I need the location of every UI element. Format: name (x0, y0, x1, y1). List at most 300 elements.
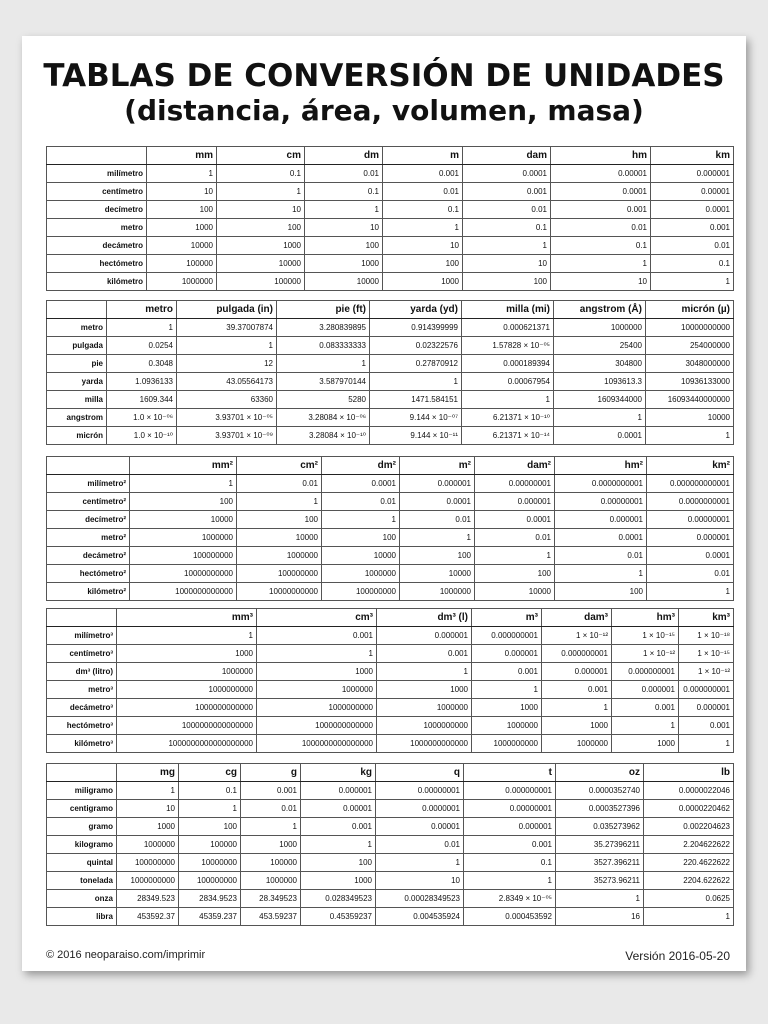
row-label: pie (47, 355, 107, 373)
column-header: dm (305, 147, 383, 165)
table-cell: 0.001 (651, 219, 734, 237)
table-cell: 1.0 × 10⁻¹⁰ (107, 427, 177, 445)
table-cell: 0.0625 (644, 890, 734, 908)
table-cell: 1 (117, 782, 179, 800)
table-cell: 100 (147, 201, 217, 219)
table-cell: 0.000000001 (464, 782, 556, 800)
table-cell: 0.01 (237, 475, 322, 493)
table-cell: 1000000 (377, 699, 472, 717)
column-header: dam³ (542, 609, 612, 627)
column-header: hm³ (612, 609, 679, 627)
table-cell: 1000000000 (117, 681, 257, 699)
table-cell: 1000000 (257, 681, 377, 699)
table-cell: 1 (277, 355, 370, 373)
column-header: km (651, 147, 734, 165)
table-row (47, 409, 734, 427)
column-header: mm (147, 147, 217, 165)
table-cell: 100000000 (237, 565, 322, 583)
table-cell: 0.00000001 (464, 800, 556, 818)
table-row (47, 165, 734, 183)
table-cell: 16 (556, 908, 644, 926)
column-header: mm² (130, 457, 237, 475)
row-label: angstrom (47, 409, 107, 427)
table-cell: 0.002204623 (644, 818, 734, 836)
row-label: decámetro³ (47, 699, 117, 717)
table-cell: 0.035273962 (556, 818, 644, 836)
table-cell: 0.00000001 (647, 511, 734, 529)
table-cell: 10000000000 (646, 319, 734, 337)
table-cell: 0.1 (651, 255, 734, 273)
table-cell: 1 × 10⁻¹² (542, 627, 612, 645)
table-cell: 0.0001 (555, 529, 647, 547)
column-header: m² (400, 457, 475, 475)
table-cell: 3.587970144 (277, 373, 370, 391)
table-cell: 1000 (241, 836, 301, 854)
table-cell: 0.00000001 (555, 493, 647, 511)
table-cell: 1 (551, 255, 651, 273)
table-cell: 1 (377, 663, 472, 681)
table-row (47, 627, 734, 645)
table-cell: 1000 (305, 255, 383, 273)
table-cell: 0.001 (257, 627, 377, 645)
table-row (47, 717, 734, 735)
table-cell: 9.144 × 10⁻¹¹ (370, 427, 462, 445)
table-cell: 5280 (277, 391, 370, 409)
table-cell: 0.001 (542, 681, 612, 699)
row-label: miligramo (47, 782, 117, 800)
column-header: cg (179, 764, 241, 782)
table-cell: 0.028349523 (301, 890, 376, 908)
table-cell: 1 × 10⁻¹⁵ (612, 627, 679, 645)
table-cell: 0.000001 (612, 681, 679, 699)
table-cell: 1000 (147, 219, 217, 237)
table-cell: 0.0001 (400, 493, 475, 511)
table-cell: 0.00001 (301, 800, 376, 818)
table-row (47, 699, 734, 717)
table-cell: 1000000 (237, 547, 322, 565)
table-cell: 35273.96211 (556, 872, 644, 890)
table-cell: 1000000000 (472, 735, 542, 753)
table-cell: 0.0000352740 (556, 782, 644, 800)
table-cell: 0.27870912 (370, 355, 462, 373)
table-cell: 3.280839895 (277, 319, 370, 337)
column-header: km² (647, 457, 734, 475)
table-cell: 0.1 (551, 237, 651, 255)
table-cell: 1.0 × 10⁻⁰⁶ (107, 409, 177, 427)
column-header: q (376, 764, 464, 782)
table-cell: 0.0254 (107, 337, 177, 355)
table-cell: 220.4622622 (644, 854, 734, 872)
table-cell: 3.93701 × 10⁻⁰⁹ (177, 427, 277, 445)
column-header: hm² (555, 457, 647, 475)
table-cell: 0.01 (305, 165, 383, 183)
table-cell: 1 (237, 493, 322, 511)
table-cell: 0.001 (679, 717, 734, 735)
table-cell: 1000 (117, 818, 179, 836)
table-cell: 0.00000001 (376, 782, 464, 800)
table-cell: 100000000 (322, 583, 400, 601)
table-cell: 100 (400, 547, 475, 565)
table-cell: 0.00001 (551, 165, 651, 183)
column-header: g (241, 764, 301, 782)
table-cell: 1 (555, 565, 647, 583)
table-cell: 39.37007874 (177, 319, 277, 337)
table-row (47, 427, 734, 445)
table-cell: 0.0001 (551, 183, 651, 201)
table-row (47, 273, 734, 291)
corner-header (47, 301, 107, 319)
row-label: milímetro² (47, 475, 130, 493)
table-cell: 10000 (305, 273, 383, 291)
table-cell: 1000000000000 (377, 735, 472, 753)
table-cell: 100000000 (179, 872, 241, 890)
table-cell: 0.1 (305, 183, 383, 201)
table-cell: 1000000000000 (130, 583, 237, 601)
row-label: decámetro² (47, 547, 130, 565)
table-cell: 1000000 (322, 565, 400, 583)
table-cell: 1 (400, 529, 475, 547)
table-cell: 0.914399999 (370, 319, 462, 337)
table-cell: 0.000000001 (679, 681, 734, 699)
table-cell: 10000000000 (237, 583, 322, 601)
table-cell: 1.57828 × 10⁻⁰⁵ (462, 337, 554, 355)
table-cell: 1 × 10⁻¹⁵ (679, 645, 734, 663)
column-header: cm³ (257, 609, 377, 627)
table-row (47, 493, 734, 511)
table-cell: 100000 (147, 255, 217, 273)
table-cell: 1.0936133 (107, 373, 177, 391)
table-cell: 3.28084 × 10⁻⁰⁶ (277, 409, 370, 427)
table-row (47, 645, 734, 663)
table-cell: 0.01 (551, 219, 651, 237)
table-cell: 10000 (130, 511, 237, 529)
table-cell: 1000000000000000 (257, 735, 377, 753)
table-cell: 0.01 (475, 529, 555, 547)
table-cell: 0.01 (647, 565, 734, 583)
table-cell: 100 (322, 529, 400, 547)
table-cell: 1 (376, 854, 464, 872)
table-cell: 10 (376, 872, 464, 890)
table-cell: 10 (117, 800, 179, 818)
version-text: Versión 2016-05-20 (625, 949, 730, 963)
row-label: metro² (47, 529, 130, 547)
table-cell: 1000000000000 (257, 717, 377, 735)
column-header: dm³ (l) (377, 609, 472, 627)
table-cell: 1000000 (542, 735, 612, 753)
table-cell: 1 × 10⁻¹² (679, 663, 734, 681)
corner-header (47, 609, 117, 627)
table-row (47, 908, 734, 926)
table-cell: 1000 (301, 872, 376, 890)
table-cell: 0.000001 (647, 529, 734, 547)
table-cell: 1000000 (147, 273, 217, 291)
table-cell: 100 (383, 255, 463, 273)
table-cell: 1 (241, 818, 301, 836)
table-cell: 43.05564173 (177, 373, 277, 391)
column-header: yarda (yd) (370, 301, 462, 319)
table-header-row (47, 301, 734, 319)
table-cell: 0.00001 (376, 818, 464, 836)
table-cell: 2.8349 × 10⁻⁰⁵ (464, 890, 556, 908)
table-cell: 0.0003527396 (556, 800, 644, 818)
table-cell: 10000 (322, 547, 400, 565)
table-cell: 0.000000001 (612, 663, 679, 681)
table-cell: 0.0000000001 (555, 475, 647, 493)
table-cell: 1 (475, 547, 555, 565)
column-header: metro (107, 301, 177, 319)
row-label: hectómetro² (47, 565, 130, 583)
row-label: hectómetro (47, 255, 147, 273)
row-label: yarda (47, 373, 107, 391)
column-header: angstrom (Å) (554, 301, 646, 319)
table-cell: 0.01 (376, 836, 464, 854)
table-row (47, 511, 734, 529)
table-cell: 0.00028349523 (376, 890, 464, 908)
table-cell: 10 (383, 237, 463, 255)
table-cell: 1 (322, 511, 400, 529)
table-cell: 0.000000001 (472, 627, 542, 645)
row-label: tonelada (47, 872, 117, 890)
table-cell: 0.1 (464, 854, 556, 872)
corner-header (47, 457, 130, 475)
table-cell: 3527.396211 (556, 854, 644, 872)
table-cell: 0.00000001 (475, 475, 555, 493)
column-header: oz (556, 764, 644, 782)
row-label: metro (47, 219, 147, 237)
column-header: hm (551, 147, 651, 165)
table-cell: 100 (475, 565, 555, 583)
table-cell: 1000000000 (377, 717, 472, 735)
table-cell: 0.01 (400, 511, 475, 529)
table-cell: 0.001 (551, 201, 651, 219)
row-label: decámetro (47, 237, 147, 255)
table-cell: 10000 (147, 237, 217, 255)
table-cell: 0.000621371 (462, 319, 554, 337)
table-cell: 1000000000000000 (117, 717, 257, 735)
table-row (47, 782, 734, 800)
table-row (47, 663, 734, 681)
table-cell: 1 (463, 237, 551, 255)
table-cell: 0.01 (651, 237, 734, 255)
row-label: kilogramo (47, 836, 117, 854)
row-label: metro (47, 319, 107, 337)
table-cell: 100000000 (117, 854, 179, 872)
table-row (47, 319, 734, 337)
table-cell: 1000000 (130, 529, 237, 547)
table-row (47, 219, 734, 237)
table-cell: 6.21371 × 10⁻¹⁴ (462, 427, 554, 445)
column-header: milla (mi) (462, 301, 554, 319)
table-cell: 10 (217, 201, 305, 219)
table-cell: 0.0000001 (376, 800, 464, 818)
row-label: milla (47, 391, 107, 409)
row-label: centímetro² (47, 493, 130, 511)
table-cell: 1 (556, 890, 644, 908)
page-title: TABLAS DE CONVERSIÓN DE UNIDADES (43, 58, 725, 94)
table-cell: 100000000 (130, 547, 237, 565)
row-label: micrón (47, 427, 107, 445)
table-cell: 0.000001 (472, 645, 542, 663)
table-cell: 0.000453592 (464, 908, 556, 926)
table-row (47, 201, 734, 219)
table-cell: 0.00067954 (462, 373, 554, 391)
table-cell: 1000000000000000000 (117, 735, 257, 753)
table-cell: 0.000000001 (542, 645, 612, 663)
table-cell: 1 (679, 735, 734, 753)
table-cell: 35.27396211 (556, 836, 644, 854)
table-cell: 0.02322576 (370, 337, 462, 355)
table-cell: 1609344000 (554, 391, 646, 409)
table-cell: 0.001 (241, 782, 301, 800)
table-cell: 1 (464, 872, 556, 890)
table-row (47, 583, 734, 601)
table-row (47, 890, 734, 908)
table-cell: 100000 (179, 836, 241, 854)
table-cell: 0.000001 (377, 627, 472, 645)
table-cell: 0.0001 (651, 201, 734, 219)
row-label: hectómetro³ (47, 717, 117, 735)
table-cell: 10 (551, 273, 651, 291)
table-cell: 0.000001 (679, 699, 734, 717)
row-label: metro³ (47, 681, 117, 699)
table-cell: 1 (217, 183, 305, 201)
table-cell: 45359.237 (179, 908, 241, 926)
table-cell: 10 (147, 183, 217, 201)
table-cell: 0.00001 (651, 183, 734, 201)
table-row (47, 836, 734, 854)
row-label: quintal (47, 854, 117, 872)
table-row (47, 183, 734, 201)
table-cell: 0.083333333 (277, 337, 370, 355)
table-cell: 10000 (475, 583, 555, 601)
row-label: kilómetro² (47, 583, 130, 601)
table-cell: 0.1 (463, 219, 551, 237)
table-cell: 100 (305, 237, 383, 255)
table-cell: 9.144 × 10⁻⁰⁷ (370, 409, 462, 427)
table-cell: 100 (463, 273, 551, 291)
table-cell: 1 × 10⁻¹² (612, 645, 679, 663)
table-cell: 10000000000 (130, 565, 237, 583)
table-cell: 1000000000 (257, 699, 377, 717)
area-table (46, 456, 734, 601)
table-cell: 16093440000000 (646, 391, 734, 409)
table-cell: 1 (305, 201, 383, 219)
table-row (47, 529, 734, 547)
table-cell: 10000 (237, 529, 322, 547)
table-row (47, 818, 734, 836)
row-label: dm³ (litro) (47, 663, 117, 681)
table-cell: 1000 (542, 717, 612, 735)
table-cell: 453.59237 (241, 908, 301, 926)
table-cell: 2204.622622 (644, 872, 734, 890)
table-cell: 2.204622622 (644, 836, 734, 854)
table-cell: 0.000001 (542, 663, 612, 681)
column-header: mg (117, 764, 179, 782)
table-cell: 63360 (177, 391, 277, 409)
table-cell: 0.000001 (555, 511, 647, 529)
column-header: pulgada (in) (177, 301, 277, 319)
table-cell: 1 (257, 645, 377, 663)
table-cell: 304800 (554, 355, 646, 373)
table-row (47, 355, 734, 373)
table-cell: 1000000 (554, 319, 646, 337)
table-row (47, 475, 734, 493)
table-cell: 453592.37 (117, 908, 179, 926)
table-cell: 0.000001 (301, 782, 376, 800)
table-cell: 28.349523 (241, 890, 301, 908)
table-cell: 1000 (383, 273, 463, 291)
row-label: centímetro³ (47, 645, 117, 663)
table-cell: 10 (463, 255, 551, 273)
table-cell: 0.0001 (475, 511, 555, 529)
row-label: libra (47, 908, 117, 926)
table-cell: 3048000000 (646, 355, 734, 373)
table-cell: 0.001 (301, 818, 376, 836)
row-label: decímetro (47, 201, 147, 219)
column-header: km³ (679, 609, 734, 627)
table-cell: 0.0001 (647, 547, 734, 565)
table-cell: 0.000001 (464, 818, 556, 836)
table-cell: 1 (647, 583, 734, 601)
table-cell: 1000 (217, 237, 305, 255)
table-cell: 0.01 (383, 183, 463, 201)
row-label: milímetro³ (47, 627, 117, 645)
table-cell: 10936133000 (646, 373, 734, 391)
table-cell: 1000000 (117, 836, 179, 854)
table-cell: 0.001 (383, 165, 463, 183)
table-cell: 1471.584151 (370, 391, 462, 409)
table-cell: 1000000000 (117, 872, 179, 890)
table-cell: 10 (305, 219, 383, 237)
column-header: m (383, 147, 463, 165)
table-cell: 0.1 (217, 165, 305, 183)
table-cell: 1000 (612, 735, 679, 753)
length-units-table (46, 300, 734, 445)
table-cell: 0.01 (555, 547, 647, 565)
table-cell: 0.0001 (554, 427, 646, 445)
table-row (47, 373, 734, 391)
row-label: milímetro (47, 165, 147, 183)
table-cell: 1 (612, 717, 679, 735)
copyright-text: © 2016 neoparaiso.com/imprimir (46, 949, 206, 961)
table-cell: 10000000 (179, 854, 241, 872)
row-label: onza (47, 890, 117, 908)
table-row (47, 872, 734, 890)
row-label: centigramo (47, 800, 117, 818)
table-row (47, 681, 734, 699)
table-cell: 100 (130, 493, 237, 511)
table-cell: 0.000000000001 (647, 475, 734, 493)
table-cell: 1 (472, 681, 542, 699)
column-header: mm³ (117, 609, 257, 627)
table-cell: 1 (646, 427, 734, 445)
table-cell: 0.01 (241, 800, 301, 818)
table-row (47, 565, 734, 583)
table-row (47, 255, 734, 273)
table-cell: 10000 (400, 565, 475, 583)
table-cell: 1 × 10⁻¹⁸ (679, 627, 734, 645)
page-subtitle: (distancia, área, volumen, masa) (124, 94, 644, 127)
table-cell: 1 (179, 800, 241, 818)
row-label: kilómetro³ (47, 735, 117, 753)
table-cell: 0.0000000001 (647, 493, 734, 511)
table-row (47, 735, 734, 753)
table-cell: 0.000001 (651, 165, 734, 183)
table-cell: 0.01 (322, 493, 400, 511)
table-header-row (47, 764, 734, 782)
table-cell: 0.001 (612, 699, 679, 717)
table-cell: 12 (177, 355, 277, 373)
